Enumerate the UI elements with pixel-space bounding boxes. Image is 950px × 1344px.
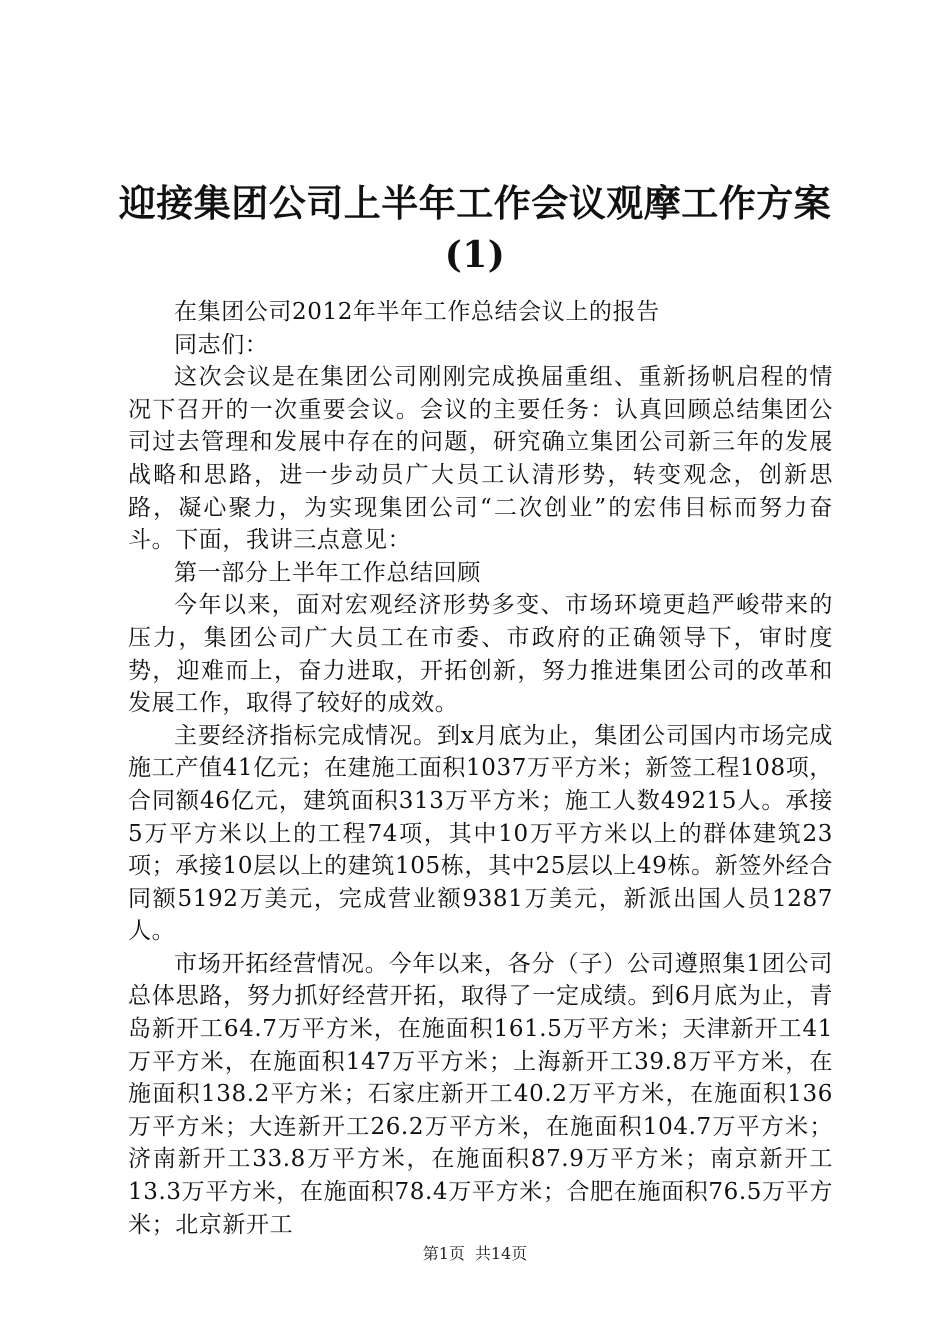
market-paragraph: 市场开拓经营情况。今年以来，各分（子）公司遵照集1团公司总体思路，努力抓好经营开拓，取得了一定成绩。到6月底为止，青岛新开工64.7万平方米，在施面积161.5万平方米；天津新开工41万平方米，在施面积147万平方米；上海新开工39.8万平方米，在施面积138.2平方米；石家庄新开工40.2万平方米，在施面积136万平方米；大连新开工26.2万平方米，在施面积104.7万平方米；济南新开工33.8万平方米，在施面积87.9万平方米；南京新开工13.3万平方米，在施面积78.4万平方米；合肥在施面积76.5万平方米；北京新开工	[128, 950, 833, 1238]
indicators-paragraph: 主要经济指标完成情况。到x月底为止，集团公司国内市场完成施工产值41亿元；在建施工面积1037万平方米；新签工程108项，合同额46亿元，建筑面积313万平方米；施工人数49215人。承接5万平方米以上的工程74项，其中10万平方米以上的群体建筑23项；承接10层以上的建筑105栋，其中25层以上49栋。新签外经合同额5192万美元，完成营业额9381万美元，新派出国人员1287人。	[128, 722, 833, 945]
page-number: 第1页	[422, 1244, 465, 1263]
page-total: 共14页	[474, 1244, 528, 1263]
intro-paragraph: 这次会议是在集团公司刚刚完成换届重组、重新扬帆启程的情况下召开的一次重要会议。会议的主要任务：认真回顾总结集团公司过去管理和发展中存在的问题，研究确立集团公司新三年的发展战略和思路，进一步动员广大员工认清形势，转变观念，创新思路，凝心聚力，为实现集团公司“二次创业”的宏伟目标而努力奋斗。下面，我讲三点意见：	[128, 364, 833, 554]
section-heading: 第一部分上半年工作总结回顾	[174, 559, 481, 586]
report-heading: 在集团公司2012年半年工作总结会议上的报告	[174, 299, 660, 325]
salutation: 同志们：	[174, 331, 269, 358]
summary-paragraph: 今年以来，面对宏观经济形势多变、市场环境更趋严峻带来的压力，集团公司广大员工在市委、市政府的正确领导下，审时度势，迎难而上，奋力进取，开拓创新，努力推进集团公司的改革和发展工作，取得了较好的成效。	[128, 592, 833, 717]
document-body	[128, 296, 833, 1241]
document-title: 迎接集团公司上半年工作会议观摩工作方案	[118, 181, 832, 225]
page-footer	[0, 1244, 950, 1264]
document-title-suffix: (1)	[444, 234, 506, 276]
